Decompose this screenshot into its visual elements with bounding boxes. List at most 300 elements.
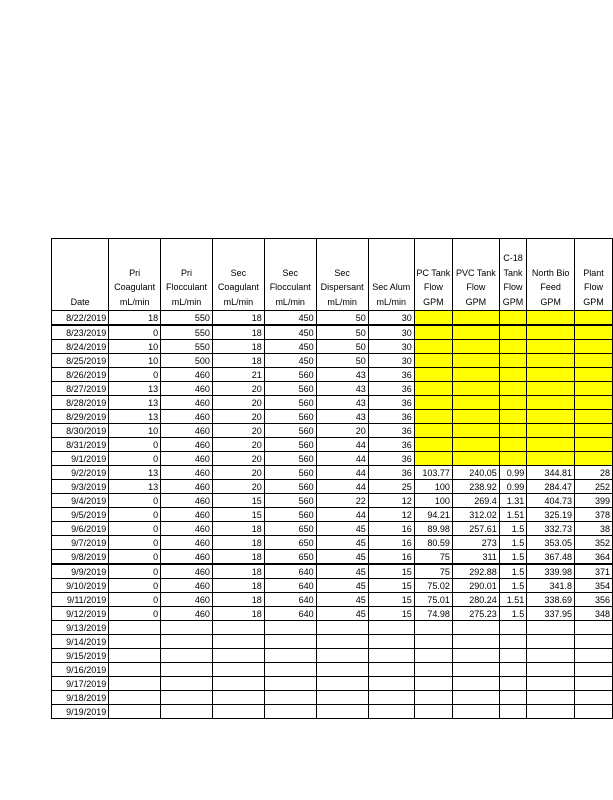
value-cell[interactable]: 45	[316, 536, 368, 550]
value-cell[interactable]	[452, 705, 499, 719]
value-cell[interactable]: 344.81	[527, 466, 575, 480]
value-cell[interactable]: 44	[316, 466, 368, 480]
value-cell[interactable]: 460	[161, 368, 213, 382]
date-cell[interactable]: 9/1/2019	[52, 452, 109, 466]
value-cell[interactable]: 460	[161, 550, 213, 565]
value-cell[interactable]	[414, 663, 452, 677]
value-cell[interactable]: 560	[264, 382, 316, 396]
value-cell[interactable]: 550	[161, 311, 213, 326]
value-cell[interactable]	[499, 649, 526, 663]
value-cell[interactable]: 0	[109, 508, 161, 522]
value-cell[interactable]	[161, 621, 213, 635]
value-cell[interactable]: 404.73	[527, 494, 575, 508]
value-cell[interactable]: 460	[161, 466, 213, 480]
value-cell[interactable]	[575, 325, 613, 340]
value-cell[interactable]: 1.51	[499, 593, 526, 607]
value-cell[interactable]: 18	[212, 550, 264, 565]
value-cell[interactable]	[575, 705, 613, 719]
value-cell[interactable]: 10	[109, 354, 161, 368]
value-cell[interactable]: 378	[575, 508, 613, 522]
value-cell[interactable]	[316, 649, 368, 663]
value-cell[interactable]	[161, 649, 213, 663]
value-cell[interactable]: 20	[212, 438, 264, 452]
date-cell[interactable]: 9/13/2019	[52, 621, 109, 635]
value-cell[interactable]: 45	[316, 564, 368, 579]
value-cell[interactable]: 13	[109, 466, 161, 480]
value-cell[interactable]	[161, 663, 213, 677]
value-cell[interactable]: 460	[161, 607, 213, 621]
value-cell[interactable]: 1.5	[499, 550, 526, 565]
value-cell[interactable]	[368, 635, 414, 649]
value-cell[interactable]: 325.19	[527, 508, 575, 522]
value-cell[interactable]	[212, 705, 264, 719]
value-cell[interactable]	[452, 325, 499, 340]
value-cell[interactable]	[452, 649, 499, 663]
value-cell[interactable]	[499, 354, 526, 368]
value-cell[interactable]: 13	[109, 382, 161, 396]
value-cell[interactable]	[452, 663, 499, 677]
value-cell[interactable]: 80.59	[414, 536, 452, 550]
value-cell[interactable]: 16	[368, 536, 414, 550]
value-cell[interactable]: 20	[212, 452, 264, 466]
value-cell[interactable]: 269.4	[452, 494, 499, 508]
value-cell[interactable]	[414, 438, 452, 452]
value-cell[interactable]: 21	[212, 368, 264, 382]
value-cell[interactable]	[109, 705, 161, 719]
value-cell[interactable]	[499, 325, 526, 340]
value-cell[interactable]: 460	[161, 410, 213, 424]
value-cell[interactable]	[414, 452, 452, 466]
value-cell[interactable]: 30	[368, 340, 414, 354]
value-cell[interactable]: 1.5	[499, 522, 526, 536]
value-cell[interactable]: 0	[109, 368, 161, 382]
value-cell[interactable]	[499, 410, 526, 424]
value-cell[interactable]	[264, 635, 316, 649]
value-cell[interactable]: 560	[264, 410, 316, 424]
date-cell[interactable]: 9/3/2019	[52, 480, 109, 494]
value-cell[interactable]: 43	[316, 396, 368, 410]
date-cell[interactable]: 8/31/2019	[52, 438, 109, 452]
value-cell[interactable]: 0	[109, 325, 161, 340]
value-cell[interactable]: 22	[316, 494, 368, 508]
value-cell[interactable]	[414, 635, 452, 649]
value-cell[interactable]: 103.77	[414, 466, 452, 480]
value-cell[interactable]	[264, 649, 316, 663]
value-cell[interactable]: 36	[368, 466, 414, 480]
value-cell[interactable]	[316, 621, 368, 635]
value-cell[interactable]	[414, 354, 452, 368]
value-cell[interactable]	[499, 368, 526, 382]
value-cell[interactable]	[452, 396, 499, 410]
value-cell[interactable]: 20	[212, 466, 264, 480]
value-cell[interactable]: 36	[368, 410, 414, 424]
value-cell[interactable]	[575, 649, 613, 663]
value-cell[interactable]: 560	[264, 368, 316, 382]
value-cell[interactable]: 500	[161, 354, 213, 368]
value-cell[interactable]: 311	[452, 550, 499, 565]
value-cell[interactable]: 0	[109, 579, 161, 593]
value-cell[interactable]: 257.61	[452, 522, 499, 536]
value-cell[interactable]	[575, 368, 613, 382]
value-cell[interactable]	[527, 396, 575, 410]
value-cell[interactable]: 44	[316, 438, 368, 452]
value-cell[interactable]: 25	[368, 480, 414, 494]
value-cell[interactable]	[452, 424, 499, 438]
value-cell[interactable]	[452, 621, 499, 635]
value-cell[interactable]: 354	[575, 579, 613, 593]
value-cell[interactable]	[212, 663, 264, 677]
value-cell[interactable]	[527, 325, 575, 340]
value-cell[interactable]: 36	[368, 438, 414, 452]
date-cell[interactable]: 9/5/2019	[52, 508, 109, 522]
value-cell[interactable]	[575, 311, 613, 326]
value-cell[interactable]: 45	[316, 522, 368, 536]
value-cell[interactable]	[499, 691, 526, 705]
value-cell[interactable]: 460	[161, 438, 213, 452]
value-cell[interactable]: 450	[264, 325, 316, 340]
value-cell[interactable]: 100	[414, 494, 452, 508]
value-cell[interactable]	[414, 705, 452, 719]
value-cell[interactable]: 13	[109, 410, 161, 424]
value-cell[interactable]	[264, 663, 316, 677]
value-cell[interactable]	[527, 621, 575, 635]
value-cell[interactable]: 43	[316, 368, 368, 382]
date-cell[interactable]: 9/4/2019	[52, 494, 109, 508]
value-cell[interactable]	[452, 410, 499, 424]
value-cell[interactable]	[109, 677, 161, 691]
value-cell[interactable]	[499, 705, 526, 719]
value-cell[interactable]: 450	[264, 311, 316, 326]
value-cell[interactable]: 292.88	[452, 564, 499, 579]
value-cell[interactable]	[414, 325, 452, 340]
value-cell[interactable]: 13	[109, 396, 161, 410]
value-cell[interactable]	[499, 340, 526, 354]
value-cell[interactable]: 450	[264, 340, 316, 354]
value-cell[interactable]: 560	[264, 508, 316, 522]
value-cell[interactable]: 50	[316, 354, 368, 368]
value-cell[interactable]: 0	[109, 452, 161, 466]
value-cell[interactable]: 560	[264, 494, 316, 508]
value-cell[interactable]: 560	[264, 424, 316, 438]
date-cell[interactable]: 9/14/2019	[52, 635, 109, 649]
value-cell[interactable]: 20	[212, 396, 264, 410]
date-cell[interactable]: 9/8/2019	[52, 550, 109, 565]
value-cell[interactable]: 36	[368, 452, 414, 466]
value-cell[interactable]: 352	[575, 536, 613, 550]
value-cell[interactable]: 290.01	[452, 579, 499, 593]
value-cell[interactable]: 50	[316, 325, 368, 340]
value-cell[interactable]	[527, 424, 575, 438]
value-cell[interactable]	[452, 691, 499, 705]
value-cell[interactable]: 45	[316, 550, 368, 565]
value-cell[interactable]: 20	[212, 382, 264, 396]
value-cell[interactable]	[499, 677, 526, 691]
date-cell[interactable]: 8/29/2019	[52, 410, 109, 424]
value-cell[interactable]: 75.02	[414, 579, 452, 593]
value-cell[interactable]: 1.5	[499, 536, 526, 550]
value-cell[interactable]	[499, 635, 526, 649]
value-cell[interactable]	[499, 452, 526, 466]
date-cell[interactable]: 8/25/2019	[52, 354, 109, 368]
value-cell[interactable]	[527, 438, 575, 452]
value-cell[interactable]: 45	[316, 593, 368, 607]
value-cell[interactable]: 16	[368, 522, 414, 536]
value-cell[interactable]: 18	[212, 579, 264, 593]
value-cell[interactable]: 460	[161, 480, 213, 494]
value-cell[interactable]: 0	[109, 550, 161, 565]
value-cell[interactable]	[499, 382, 526, 396]
value-cell[interactable]: 560	[264, 480, 316, 494]
value-cell[interactable]	[212, 621, 264, 635]
value-cell[interactable]	[499, 663, 526, 677]
value-cell[interactable]: 0	[109, 522, 161, 536]
value-cell[interactable]	[527, 382, 575, 396]
value-cell[interactable]	[452, 354, 499, 368]
value-cell[interactable]	[527, 649, 575, 663]
value-cell[interactable]: 460	[161, 424, 213, 438]
value-cell[interactable]: 43	[316, 382, 368, 396]
value-cell[interactable]	[499, 621, 526, 635]
value-cell[interactable]: 18	[212, 354, 264, 368]
value-cell[interactable]	[368, 677, 414, 691]
value-cell[interactable]	[452, 382, 499, 396]
date-cell[interactable]: 8/27/2019	[52, 382, 109, 396]
value-cell[interactable]: 560	[264, 438, 316, 452]
value-cell[interactable]: 640	[264, 579, 316, 593]
value-cell[interactable]	[575, 452, 613, 466]
value-cell[interactable]	[575, 635, 613, 649]
value-cell[interactable]: 337.95	[527, 607, 575, 621]
value-cell[interactable]: 650	[264, 536, 316, 550]
value-cell[interactable]	[575, 677, 613, 691]
date-cell[interactable]: 9/2/2019	[52, 466, 109, 480]
value-cell[interactable]: 640	[264, 593, 316, 607]
value-cell[interactable]: 89.98	[414, 522, 452, 536]
value-cell[interactable]: 13	[109, 480, 161, 494]
date-cell[interactable]: 8/22/2019	[52, 311, 109, 326]
value-cell[interactable]: 460	[161, 536, 213, 550]
date-cell[interactable]: 9/10/2019	[52, 579, 109, 593]
value-cell[interactable]	[414, 340, 452, 354]
value-cell[interactable]	[575, 382, 613, 396]
value-cell[interactable]	[575, 354, 613, 368]
value-cell[interactable]: 550	[161, 340, 213, 354]
value-cell[interactable]	[109, 635, 161, 649]
date-cell[interactable]: 9/7/2019	[52, 536, 109, 550]
value-cell[interactable]: 18	[212, 311, 264, 326]
value-cell[interactable]: 50	[316, 311, 368, 326]
date-cell[interactable]: 9/12/2019	[52, 607, 109, 621]
value-cell[interactable]	[368, 705, 414, 719]
value-cell[interactable]	[414, 677, 452, 691]
value-cell[interactable]: 16	[368, 550, 414, 565]
value-cell[interactable]	[264, 621, 316, 635]
value-cell[interactable]: 460	[161, 579, 213, 593]
date-cell[interactable]: 8/26/2019	[52, 368, 109, 382]
value-cell[interactable]: 15	[368, 593, 414, 607]
value-cell[interactable]	[452, 438, 499, 452]
value-cell[interactable]: 650	[264, 522, 316, 536]
value-cell[interactable]: 1.5	[499, 579, 526, 593]
value-cell[interactable]: 45	[316, 579, 368, 593]
value-cell[interactable]	[316, 705, 368, 719]
value-cell[interactable]	[414, 368, 452, 382]
value-cell[interactable]: 280.24	[452, 593, 499, 607]
value-cell[interactable]: 560	[264, 396, 316, 410]
value-cell[interactable]: 18	[212, 536, 264, 550]
value-cell[interactable]: 332.73	[527, 522, 575, 536]
value-cell[interactable]: 640	[264, 607, 316, 621]
value-cell[interactable]: 75.01	[414, 593, 452, 607]
value-cell[interactable]	[414, 410, 452, 424]
value-cell[interactable]	[161, 705, 213, 719]
value-cell[interactable]	[499, 438, 526, 452]
value-cell[interactable]	[109, 663, 161, 677]
value-cell[interactable]	[316, 691, 368, 705]
value-cell[interactable]: 0	[109, 593, 161, 607]
value-cell[interactable]: 18	[212, 340, 264, 354]
value-cell[interactable]: 18	[212, 325, 264, 340]
value-cell[interactable]	[264, 677, 316, 691]
value-cell[interactable]	[212, 649, 264, 663]
value-cell[interactable]: 460	[161, 452, 213, 466]
value-cell[interactable]: 367.48	[527, 550, 575, 565]
value-cell[interactable]	[368, 621, 414, 635]
value-cell[interactable]: 36	[368, 396, 414, 410]
value-cell[interactable]	[452, 340, 499, 354]
value-cell[interactable]: 28	[575, 466, 613, 480]
value-cell[interactable]: 238.92	[452, 480, 499, 494]
value-cell[interactable]: 0	[109, 536, 161, 550]
value-cell[interactable]	[264, 705, 316, 719]
value-cell[interactable]	[414, 621, 452, 635]
value-cell[interactable]	[575, 438, 613, 452]
value-cell[interactable]	[527, 705, 575, 719]
value-cell[interactable]	[527, 663, 575, 677]
value-cell[interactable]: 30	[368, 354, 414, 368]
value-cell[interactable]	[527, 354, 575, 368]
value-cell[interactable]: 312.02	[452, 508, 499, 522]
value-cell[interactable]: 560	[264, 452, 316, 466]
value-cell[interactable]	[368, 663, 414, 677]
value-cell[interactable]: 371	[575, 564, 613, 579]
value-cell[interactable]	[452, 452, 499, 466]
value-cell[interactable]	[452, 311, 499, 326]
date-cell[interactable]: 9/11/2019	[52, 593, 109, 607]
value-cell[interactable]: 550	[161, 325, 213, 340]
value-cell[interactable]	[527, 410, 575, 424]
value-cell[interactable]: 450	[264, 354, 316, 368]
value-cell[interactable]	[368, 691, 414, 705]
value-cell[interactable]	[452, 368, 499, 382]
value-cell[interactable]	[575, 396, 613, 410]
value-cell[interactable]: 0	[109, 607, 161, 621]
value-cell[interactable]	[414, 649, 452, 663]
value-cell[interactable]	[316, 677, 368, 691]
value-cell[interactable]: 273	[452, 536, 499, 550]
value-cell[interactable]	[575, 621, 613, 635]
date-cell[interactable]: 9/9/2019	[52, 564, 109, 579]
value-cell[interactable]	[316, 663, 368, 677]
value-cell[interactable]: 36	[368, 368, 414, 382]
value-cell[interactable]	[109, 649, 161, 663]
value-cell[interactable]: 15	[368, 579, 414, 593]
value-cell[interactable]: 240.05	[452, 466, 499, 480]
value-cell[interactable]: 74.98	[414, 607, 452, 621]
value-cell[interactable]: 30	[368, 325, 414, 340]
value-cell[interactable]	[316, 635, 368, 649]
value-cell[interactable]	[499, 396, 526, 410]
value-cell[interactable]: 44	[316, 452, 368, 466]
value-cell[interactable]: 30	[368, 311, 414, 326]
value-cell[interactable]: 18	[212, 593, 264, 607]
value-cell[interactable]	[575, 424, 613, 438]
value-cell[interactable]: 460	[161, 508, 213, 522]
value-cell[interactable]	[161, 677, 213, 691]
date-cell[interactable]: 9/18/2019	[52, 691, 109, 705]
value-cell[interactable]: 18	[109, 311, 161, 326]
value-cell[interactable]: 650	[264, 550, 316, 565]
value-cell[interactable]: 94.21	[414, 508, 452, 522]
date-cell[interactable]: 8/28/2019	[52, 396, 109, 410]
value-cell[interactable]: 15	[212, 508, 264, 522]
value-cell[interactable]: 460	[161, 396, 213, 410]
value-cell[interactable]: 1.31	[499, 494, 526, 508]
value-cell[interactable]: 0.99	[499, 466, 526, 480]
value-cell[interactable]: 0	[109, 564, 161, 579]
value-cell[interactable]	[212, 677, 264, 691]
value-cell[interactable]: 50	[316, 340, 368, 354]
value-cell[interactable]: 353.05	[527, 536, 575, 550]
value-cell[interactable]	[414, 396, 452, 410]
value-cell[interactable]: 20	[212, 410, 264, 424]
value-cell[interactable]: 44	[316, 508, 368, 522]
value-cell[interactable]	[452, 635, 499, 649]
value-cell[interactable]	[414, 311, 452, 326]
value-cell[interactable]: 341.8	[527, 579, 575, 593]
value-cell[interactable]: 43	[316, 410, 368, 424]
value-cell[interactable]	[499, 424, 526, 438]
value-cell[interactable]: 18	[212, 522, 264, 536]
value-cell[interactable]: 1.51	[499, 508, 526, 522]
date-cell[interactable]: 8/24/2019	[52, 340, 109, 354]
value-cell[interactable]: 44	[316, 480, 368, 494]
value-cell[interactable]	[109, 691, 161, 705]
value-cell[interactable]: 640	[264, 564, 316, 579]
value-cell[interactable]: 75	[414, 564, 452, 579]
value-cell[interactable]: 364	[575, 550, 613, 565]
value-cell[interactable]: 38	[575, 522, 613, 536]
value-cell[interactable]: 460	[161, 494, 213, 508]
value-cell[interactable]: 36	[368, 382, 414, 396]
value-cell[interactable]	[212, 691, 264, 705]
value-cell[interactable]	[414, 382, 452, 396]
date-cell[interactable]: 8/30/2019	[52, 424, 109, 438]
value-cell[interactable]: 0	[109, 438, 161, 452]
value-cell[interactable]: 10	[109, 424, 161, 438]
value-cell[interactable]	[161, 635, 213, 649]
value-cell[interactable]	[575, 663, 613, 677]
date-cell[interactable]: 9/16/2019	[52, 663, 109, 677]
date-cell[interactable]: 9/6/2019	[52, 522, 109, 536]
value-cell[interactable]	[499, 311, 526, 326]
value-cell[interactable]: 399	[575, 494, 613, 508]
value-cell[interactable]: 45	[316, 607, 368, 621]
value-cell[interactable]: 100	[414, 480, 452, 494]
value-cell[interactable]: 18	[212, 607, 264, 621]
value-cell[interactable]	[414, 424, 452, 438]
value-cell[interactable]	[414, 691, 452, 705]
